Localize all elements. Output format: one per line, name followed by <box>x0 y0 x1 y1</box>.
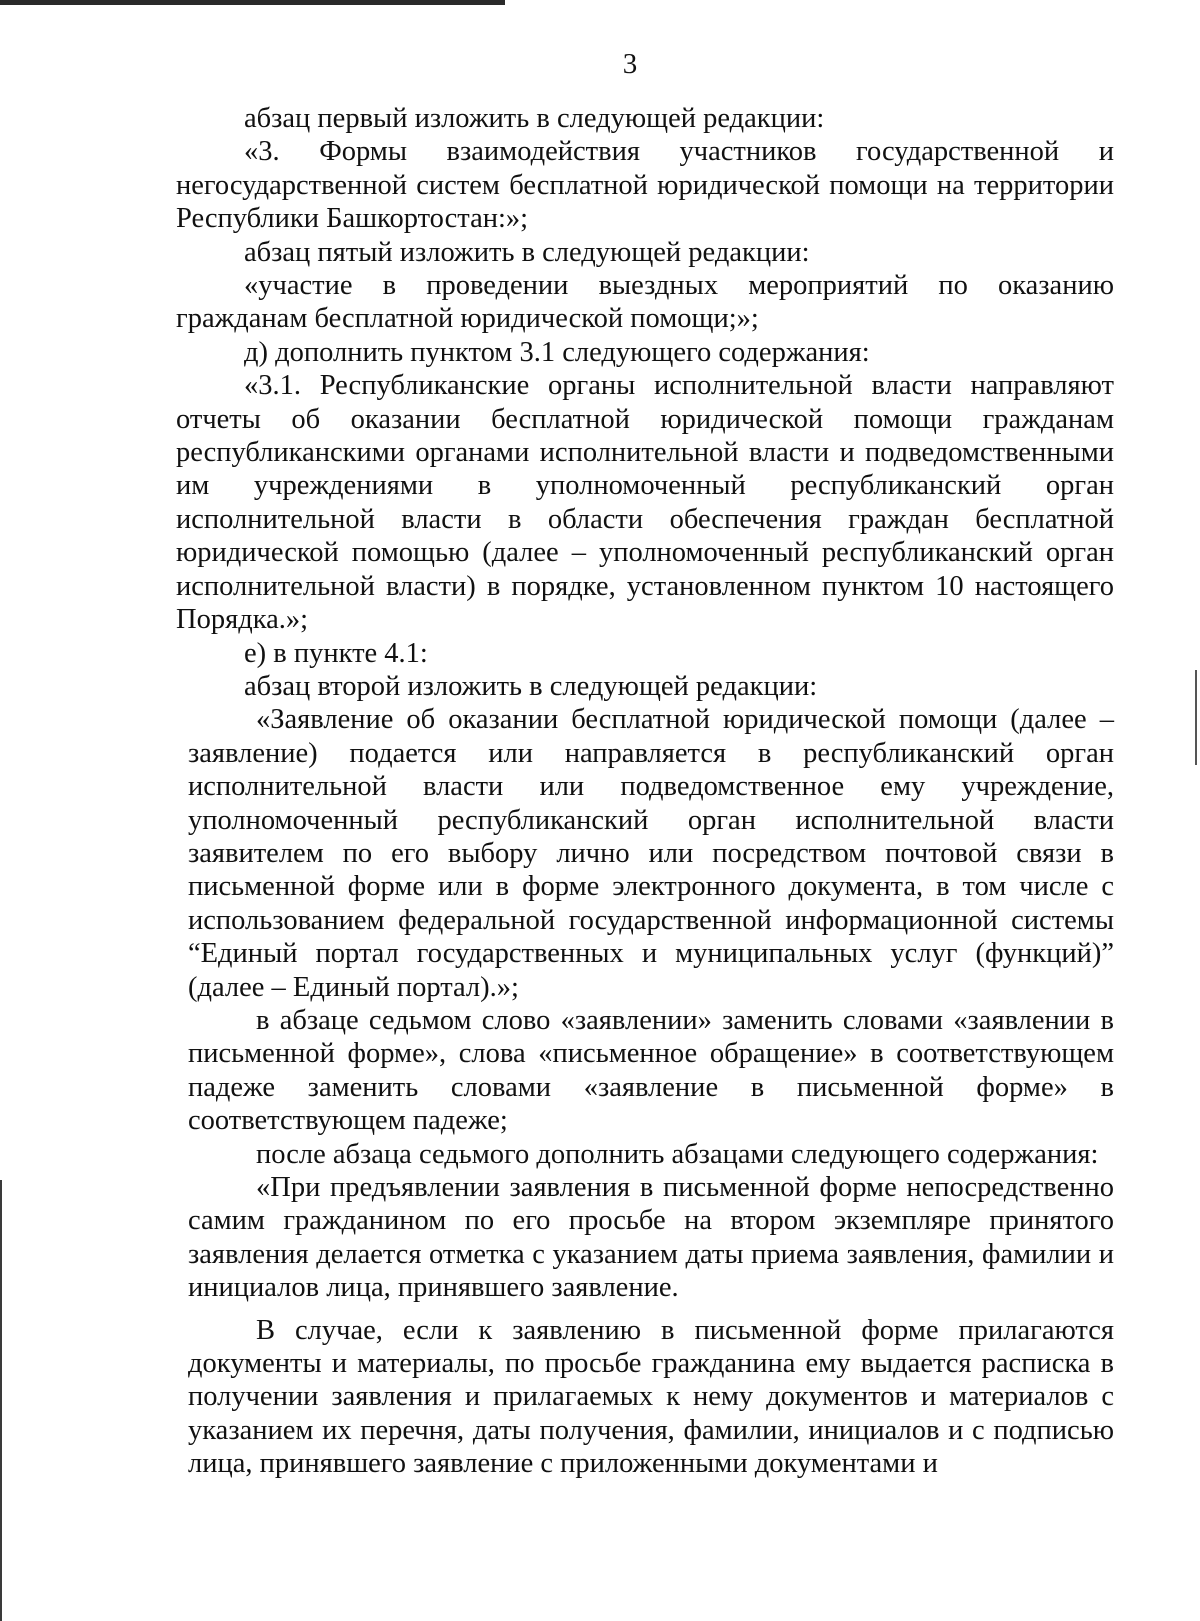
paragraph-mark-on-copy: «При предъявлении заявления в письменной форме непосредственно самим гражданином по его просьбе на втором экземпляре принятого заявления делается отметка с указанием даты приема заявления, фамилии и инициалов лица, принявшего заявление. <box>188 1172 1114 1304</box>
page-number: 3 <box>622 48 638 80</box>
paragraph-receipt: В случае, если к заявлению в письменной форме прилагаются документы и материалы, по просьбе гражданина ему выдается расписка в получении заявления и прилагаемых к нему документов и материалов с указанием их перечня, даты получения, фамилии, инициалов и с подписью лица, принявшего заявление с приложенными документами и <box>188 1314 1114 1480</box>
paragraph-first-edit: абзац первый изложить в следующей редакции: <box>244 103 825 134</box>
paragraph-add-after-seventh: после абзаца седьмого дополнить абзацами следующего содержания: <box>256 1138 1099 1170</box>
paragraph-second-edit: абзац второй изложить в следующей редакции: <box>244 670 818 702</box>
scan-right-edge <box>1195 670 1197 765</box>
paragraph-item-d: д) дополнить пунктом 3.1 следующего содержания: <box>244 336 870 368</box>
paragraph-field-events: «участие в проведении выездных мероприятий по оказанию гражданам бесплатной юридической помощи;»; <box>176 270 1114 335</box>
paragraph-section-3-1: «3.1. Республиканские органы исполнительной власти направляют отчеты об оказании бесплатной юридической помощи гражданам республиканскими органами исполнительной власти и подведомственными им учреждениями в уполномоченный республиканский орган исполнительной власти в области обеспечения граждан бесплатной юридической помощью (далее – уполномоченный республиканский орган исполнительной власти) в порядке, установленном пунктом 10 настоящего Порядка.»; <box>176 370 1114 636</box>
paragraph-section-3-title: «3. Формы взаимодействия участников государственной и негосударственной систем бесплатной юридической помощи на территории Республики Башкортостан:»; <box>176 136 1114 235</box>
paragraph-fifth-edit: абзац пятый изложить в следующей редакции: <box>244 236 810 268</box>
scan-top-rule <box>0 0 505 5</box>
paragraph-seventh-replacement: в абзаце седьмом слово «заявлении» заменить словами «заявлении в письменной форме», слова «письменное обращение» в соответствующем падеже заменить словами «заявление в письменной форме» в соответствующем падеже; <box>188 1004 1114 1137</box>
scan-left-edge <box>0 1180 2 1621</box>
paragraph-item-e: е) в пункте 4.1: <box>244 637 428 669</box>
paragraph-application-text: «Заявление об оказании бесплатной юридической помощи (далее – заявление) подается или направляется в республиканский орган исполнительной власти или подведомственное ему учреждение, уполномоченный республиканский орган исполнительной власти заявителем по его выбору лично или посредством почтовой связи в письменной форме или в форме электронного документа, в том числе с использованием федеральной государственной информационной системы “Единый портал государственных и муниципальных услуг (функций)” (далее – Единый портал).»; <box>188 704 1114 1003</box>
document-body <box>176 102 1114 1481</box>
